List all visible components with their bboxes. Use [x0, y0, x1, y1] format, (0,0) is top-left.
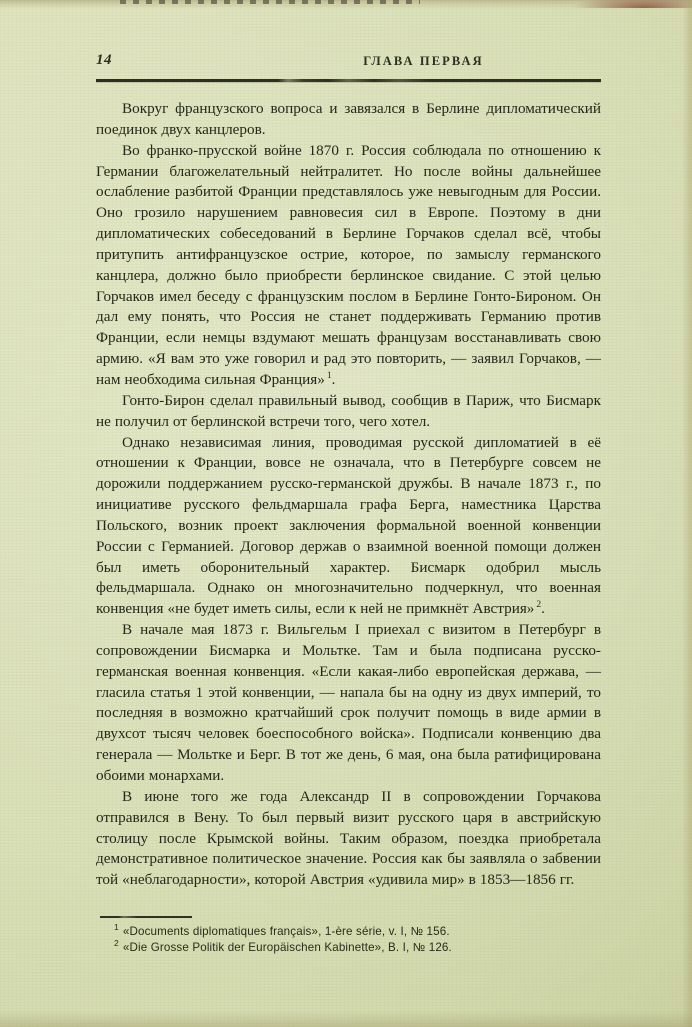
paragraph-1: Вокруг французского вопроса и завязался в Берлине дипломатический поединок двух канцлеров.	[96, 100, 601, 138]
footnote-1	[96, 924, 601, 940]
footnote-ref-1[interactable]: 1	[326, 370, 332, 381]
page-top-specks	[120, 0, 420, 4]
paragraph-2-tail: .	[331, 370, 336, 388]
paragraph-2-text: Во франко-прусской войне 1870 г. Россия соблюдала по отношению к Германии благожелательный нейтралитет. Но после войны дальнейшее ослабление разбитой Франции представлялось уже невыгодным для России. Оно грозило нарушением равновесия сил в Европе. Поэтому в дни дипломатических собеседований в Берлине Горчаков сделал всё, чтобы притупить антифранцузское острие, которое, по замыслу германского канцлера, должно было приобрести берлинское свидание. С этой целью Горчаков имел беседу с французским послом в Берлине Гонто-Бироном. Он дал ему понять, что Россия не станет поддерживать Германию против Франции, если немцы вздумают мешать французам восстанавливать свою армию. «Я вам это уже говорил и рад это повторить, — заявил Горчаков, — нам необходима сильная Франция»	[96, 141, 601, 388]
paragraph-3: Гонто-Бирон сделал правильный вывод, сообщив в Париж, что Бисмарк не получил от берлинской встречи того, чего хотел.	[96, 391, 601, 430]
footnote-2	[96, 940, 601, 956]
footnote-ref-2[interactable]: 2	[536, 600, 542, 611]
page-corner-stain	[572, 0, 692, 8]
footnote-separator-rule	[100, 916, 192, 918]
page-content	[96, 52, 601, 891]
page-bottom-edge	[0, 1011, 692, 1027]
footnote-1-text: «Documents diplomatiques français», 1-ère série, v. I, № 156.	[122, 925, 450, 938]
paragraph-2	[96, 141, 601, 391]
paragraph-6: В июне того же года Александр II в сопровождении Горчакова отправился в Вену. То был первый визит русского царя в австрийскую столицу после Крымской войны. Таким образом, поездка приобретала демонстративное политическое значение. Россия как бы заявляла о забвении той «неблагодарности», которой Австрия «удивила мир» в 1853—1856 гг.	[96, 787, 601, 889]
page-right-edge	[682, 0, 692, 1027]
page-number: 14	[96, 52, 112, 68]
footnote-2-text: «Die Grosse Politik der Europäischen Kabinette», B. I, № 126.	[122, 941, 452, 955]
footnote-2-marker: 2	[114, 938, 119, 949]
running-head	[96, 52, 601, 78]
footnote-1-marker: 1	[114, 922, 119, 933]
chapter-title: ГЛАВА ПЕРВАЯ	[363, 54, 484, 68]
header-rule	[96, 79, 601, 82]
paragraph-4-text: Однако независимая линия, проводимая русской дипломатией в её отношении к Франции, вовсе не означала, что в Петербурге совсем не дорожили поддержанием русско-германской дружбы. В начале 1873 г., по инициативе русского фельдмаршала графа Берга, наместника Царства Польского, возник проект заключения формальной военной конвенции России с Германией. Договор держав о взаимной военной помощи должен был иметь оборонительный характер. Бисмарк одобрил мысль фельдмаршала. Однако он многозначительно подчеркнул, что военная конвенция «не будет иметь силы, если к ней не примкнёт Австрия»	[96, 433, 601, 618]
paragraph-5: В начале мая 1873 г. Вильгельм I приехал с визитом в Петербург в сопровождении Бисмарка и Мольтке. Там и была подписана русско-германская военная конвенция. «Если какая-либо европейская держава, — гласила статья 1 этой конвенции, — напала бы на одну из двух империй, то последняя в возможно кратчайший срок получит помощь в виде армии в двухсот тысяч человек боеспособного войска». Подписали конвенцию два генерала — Мольтке и Берг. В тот же день, 6 мая, она была ратифицирована обоими монархами.	[96, 621, 601, 784]
footnotes-block	[96, 916, 601, 957]
paragraph-4	[96, 433, 601, 621]
paragraph-4-tail: .	[541, 600, 545, 618]
